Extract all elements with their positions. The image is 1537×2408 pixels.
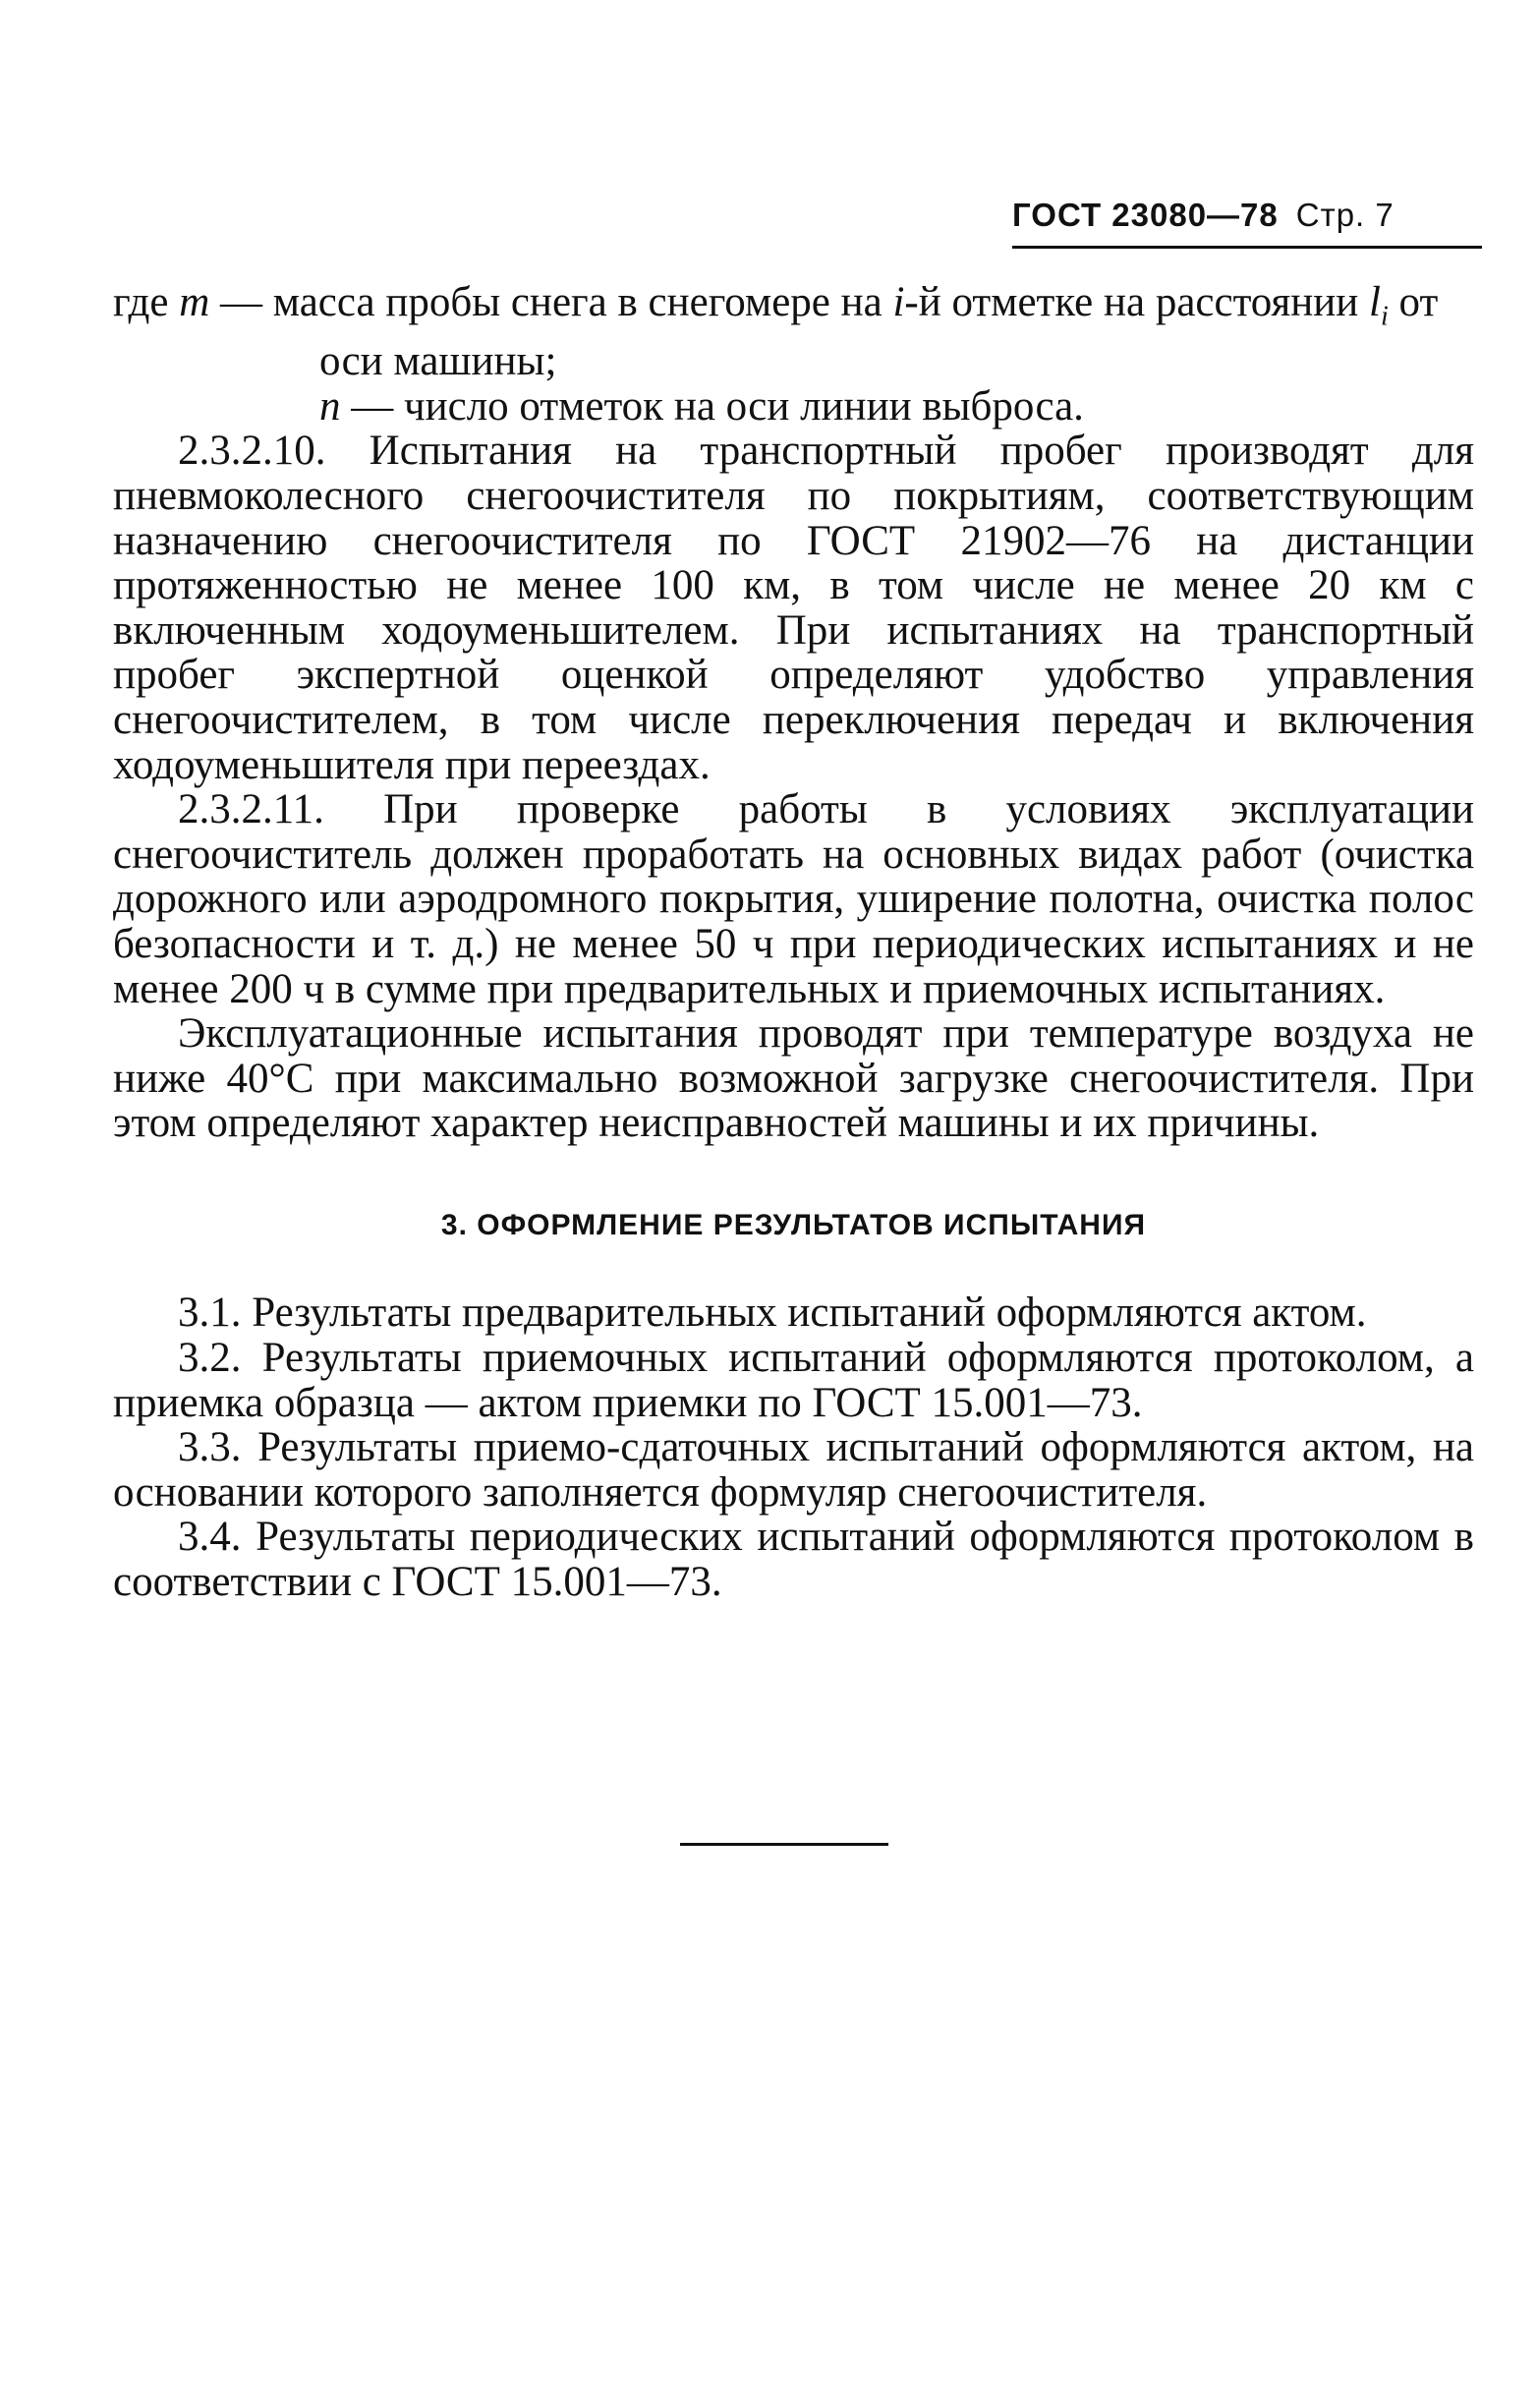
closing-rule: [680, 1843, 888, 1846]
where-n-definition: [113, 384, 1474, 430]
document-body: [113, 280, 1474, 1605]
var-m: m: [179, 279, 210, 325]
paragraph-2-3-2-10: 2.3.2.10. Испытания на транспортный пробег производят для пневмоколесного снегоочистителя по покрытиям, соответствующим назначению снегоочистителя по ГОСТ 21902—76 на дистанции протяженностью не менее 100 км, в том числе не менее 20 км с включенным ходоуменьшителем. При испытаниях на транспортный пробег экспертной оценкой определяют удобство управления снегоочистителем, в том числе переключения передач и включения ходоуменьшителя при переездах.: [113, 428, 1474, 788]
paragraph-3-1: 3.1. Результаты предварительных испытаний оформляются актом.: [178, 1290, 1367, 1337]
paragraph-3-3: 3.3. Результаты приемо-сдаточных испытаний оформляются актом, на основании которого заполняется формуляр снегоочистителя.: [113, 1424, 1474, 1516]
paragraph-2-3-2-11: 2.3.2.11. При проверке работы в условиях эксплуатации снегоочиститель должен проработать на основных видах работ (очистка дорожного или аэродромного покрытия, уширение полотна, очистка полос безопасности и т. д.) не менее 50 ч при периодических испытаниях и не менее 200 ч в сумме при предварительных и приемочных испытаниях.: [113, 786, 1474, 1012]
paragraph-exploitation-tests: Эксплуатационные испытания проводят при температуре воздуха не ниже 40°С при максимально возможной загрузке снегоочистителя. При этом определяют характер неисправностей машины и их причины.: [113, 1010, 1474, 1147]
m-desc-part-2: -й отметке на расстоянии: [904, 279, 1370, 325]
where-lead: где: [113, 279, 169, 325]
header-rule: [1012, 246, 1482, 249]
section-3-heading: 3. ОФОРМЛЕНИЕ РЕЗУЛЬТАТОВ ИСПЫТАНИЯ: [440, 1208, 1147, 1241]
paragraph-3-2: 3.2. Результаты приемочных испытаний оформляются протоколом, а приемка образца — актом приемки по ГОСТ 15.001—73.: [113, 1335, 1474, 1426]
header-page-number: Стр. 7: [1295, 197, 1395, 233]
var-l-subscript: i: [1381, 301, 1389, 332]
page-header: [1012, 197, 1484, 234]
n-desc: — число отметок на оси линии выброса.: [340, 382, 1084, 430]
m-desc-part-3: от оси машины;: [319, 279, 1439, 385]
paragraph-3-4: 3.4. Результаты периодических испытаний оформляются протоколом в соответствии с ГОСТ 15.001—73.: [113, 1514, 1474, 1606]
where-m-definition: [113, 280, 1474, 384]
var-i: i: [892, 279, 905, 325]
header-doc-number: ГОСТ 23080—78: [1012, 197, 1279, 233]
m-desc-part-1: — масса пробы снега в снегомере на: [209, 279, 893, 325]
var-n: n: [319, 382, 341, 430]
var-l: l: [1369, 279, 1381, 325]
